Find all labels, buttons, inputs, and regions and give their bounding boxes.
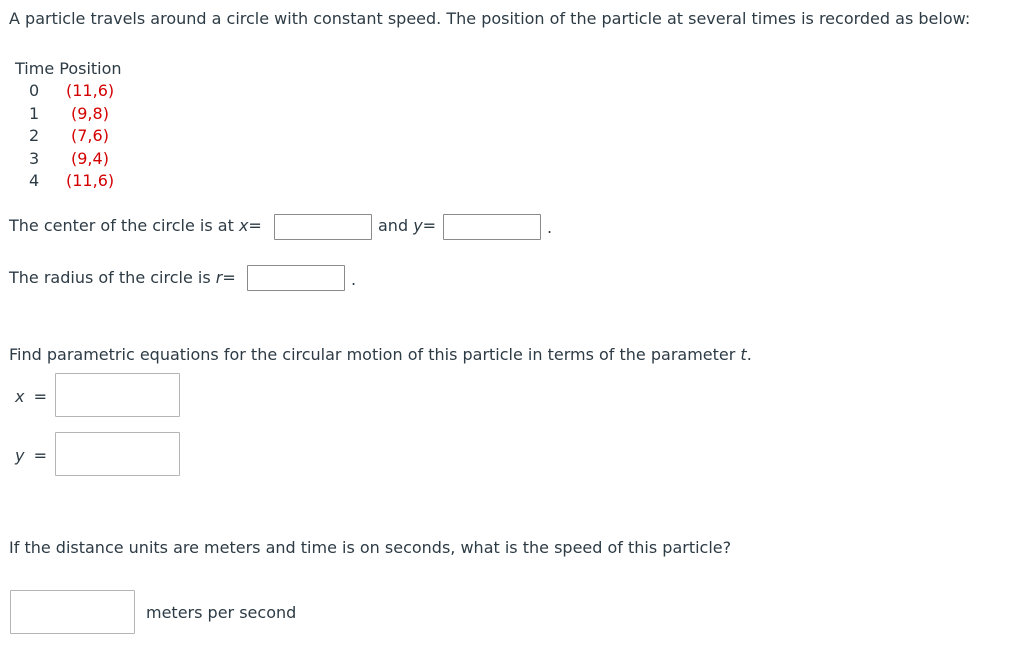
table-header: Time Position [15, 59, 122, 78]
x-equation-label [15, 387, 47, 406]
table-position: (11,6) [66, 81, 115, 101]
y-equation-label [15, 446, 47, 465]
x-equation-equals: = [33, 387, 47, 406]
position-table [15, 58, 145, 192]
center-and-label [378, 216, 436, 235]
center-period: . [547, 218, 553, 237]
radius-input[interactable] [247, 265, 345, 291]
y-equation-equals: = [33, 446, 47, 465]
table-row [15, 170, 145, 192]
radius-prefix: The radius of the circle is [9, 268, 216, 287]
radius-equals: = [222, 268, 236, 287]
table-time: 0 [29, 81, 40, 101]
table-row [15, 125, 145, 147]
table-row [15, 80, 145, 102]
parametric-prompt [9, 345, 752, 364]
center-x-input[interactable] [274, 214, 372, 240]
table-row [15, 103, 145, 125]
radius-r-var: r [215, 268, 223, 287]
center-and-text: and [378, 216, 414, 235]
center-y-var: y [413, 216, 423, 235]
table-row [15, 148, 145, 170]
radius-question [9, 268, 236, 287]
y-equation-var: y [15, 446, 25, 465]
table-position: (9,8) [71, 103, 109, 123]
center-x-equals: = [248, 216, 262, 235]
parametric-prompt-suffix: . [746, 345, 752, 364]
table-time: 3 [29, 148, 40, 168]
parametric-prompt-prefix: Find parametric equations for the circular motion of this particle in terms of the parameter [9, 345, 741, 364]
center-question [9, 216, 262, 235]
speed-input[interactable] [10, 590, 135, 634]
parametric-param-var: t [740, 345, 747, 364]
table-time: 1 [29, 103, 40, 123]
center-y-input[interactable] [443, 214, 541, 240]
table-position: (7,6) [71, 126, 109, 146]
table-position: (11,6) [66, 170, 115, 190]
y-equation-input[interactable] [55, 432, 180, 476]
table-time: 4 [29, 170, 40, 190]
center-y-equals: = [422, 216, 437, 235]
radius-period: . [351, 270, 357, 289]
speed-question: If the distance units are meters and time is on seconds, what is the speed of this particle? [9, 538, 732, 557]
table-time: 2 [29, 126, 40, 146]
x-equation-var: x [15, 387, 25, 406]
intro-text: A particle travels around a circle with constant speed. The position of the particle at several times is recorded as below: [9, 9, 971, 28]
table-position: (9,4) [71, 148, 109, 168]
center-prefix: The center of the circle is at [9, 216, 239, 235]
center-x-var: x [238, 216, 249, 235]
speed-units: meters per second [146, 603, 297, 622]
x-equation-input[interactable] [55, 373, 180, 417]
